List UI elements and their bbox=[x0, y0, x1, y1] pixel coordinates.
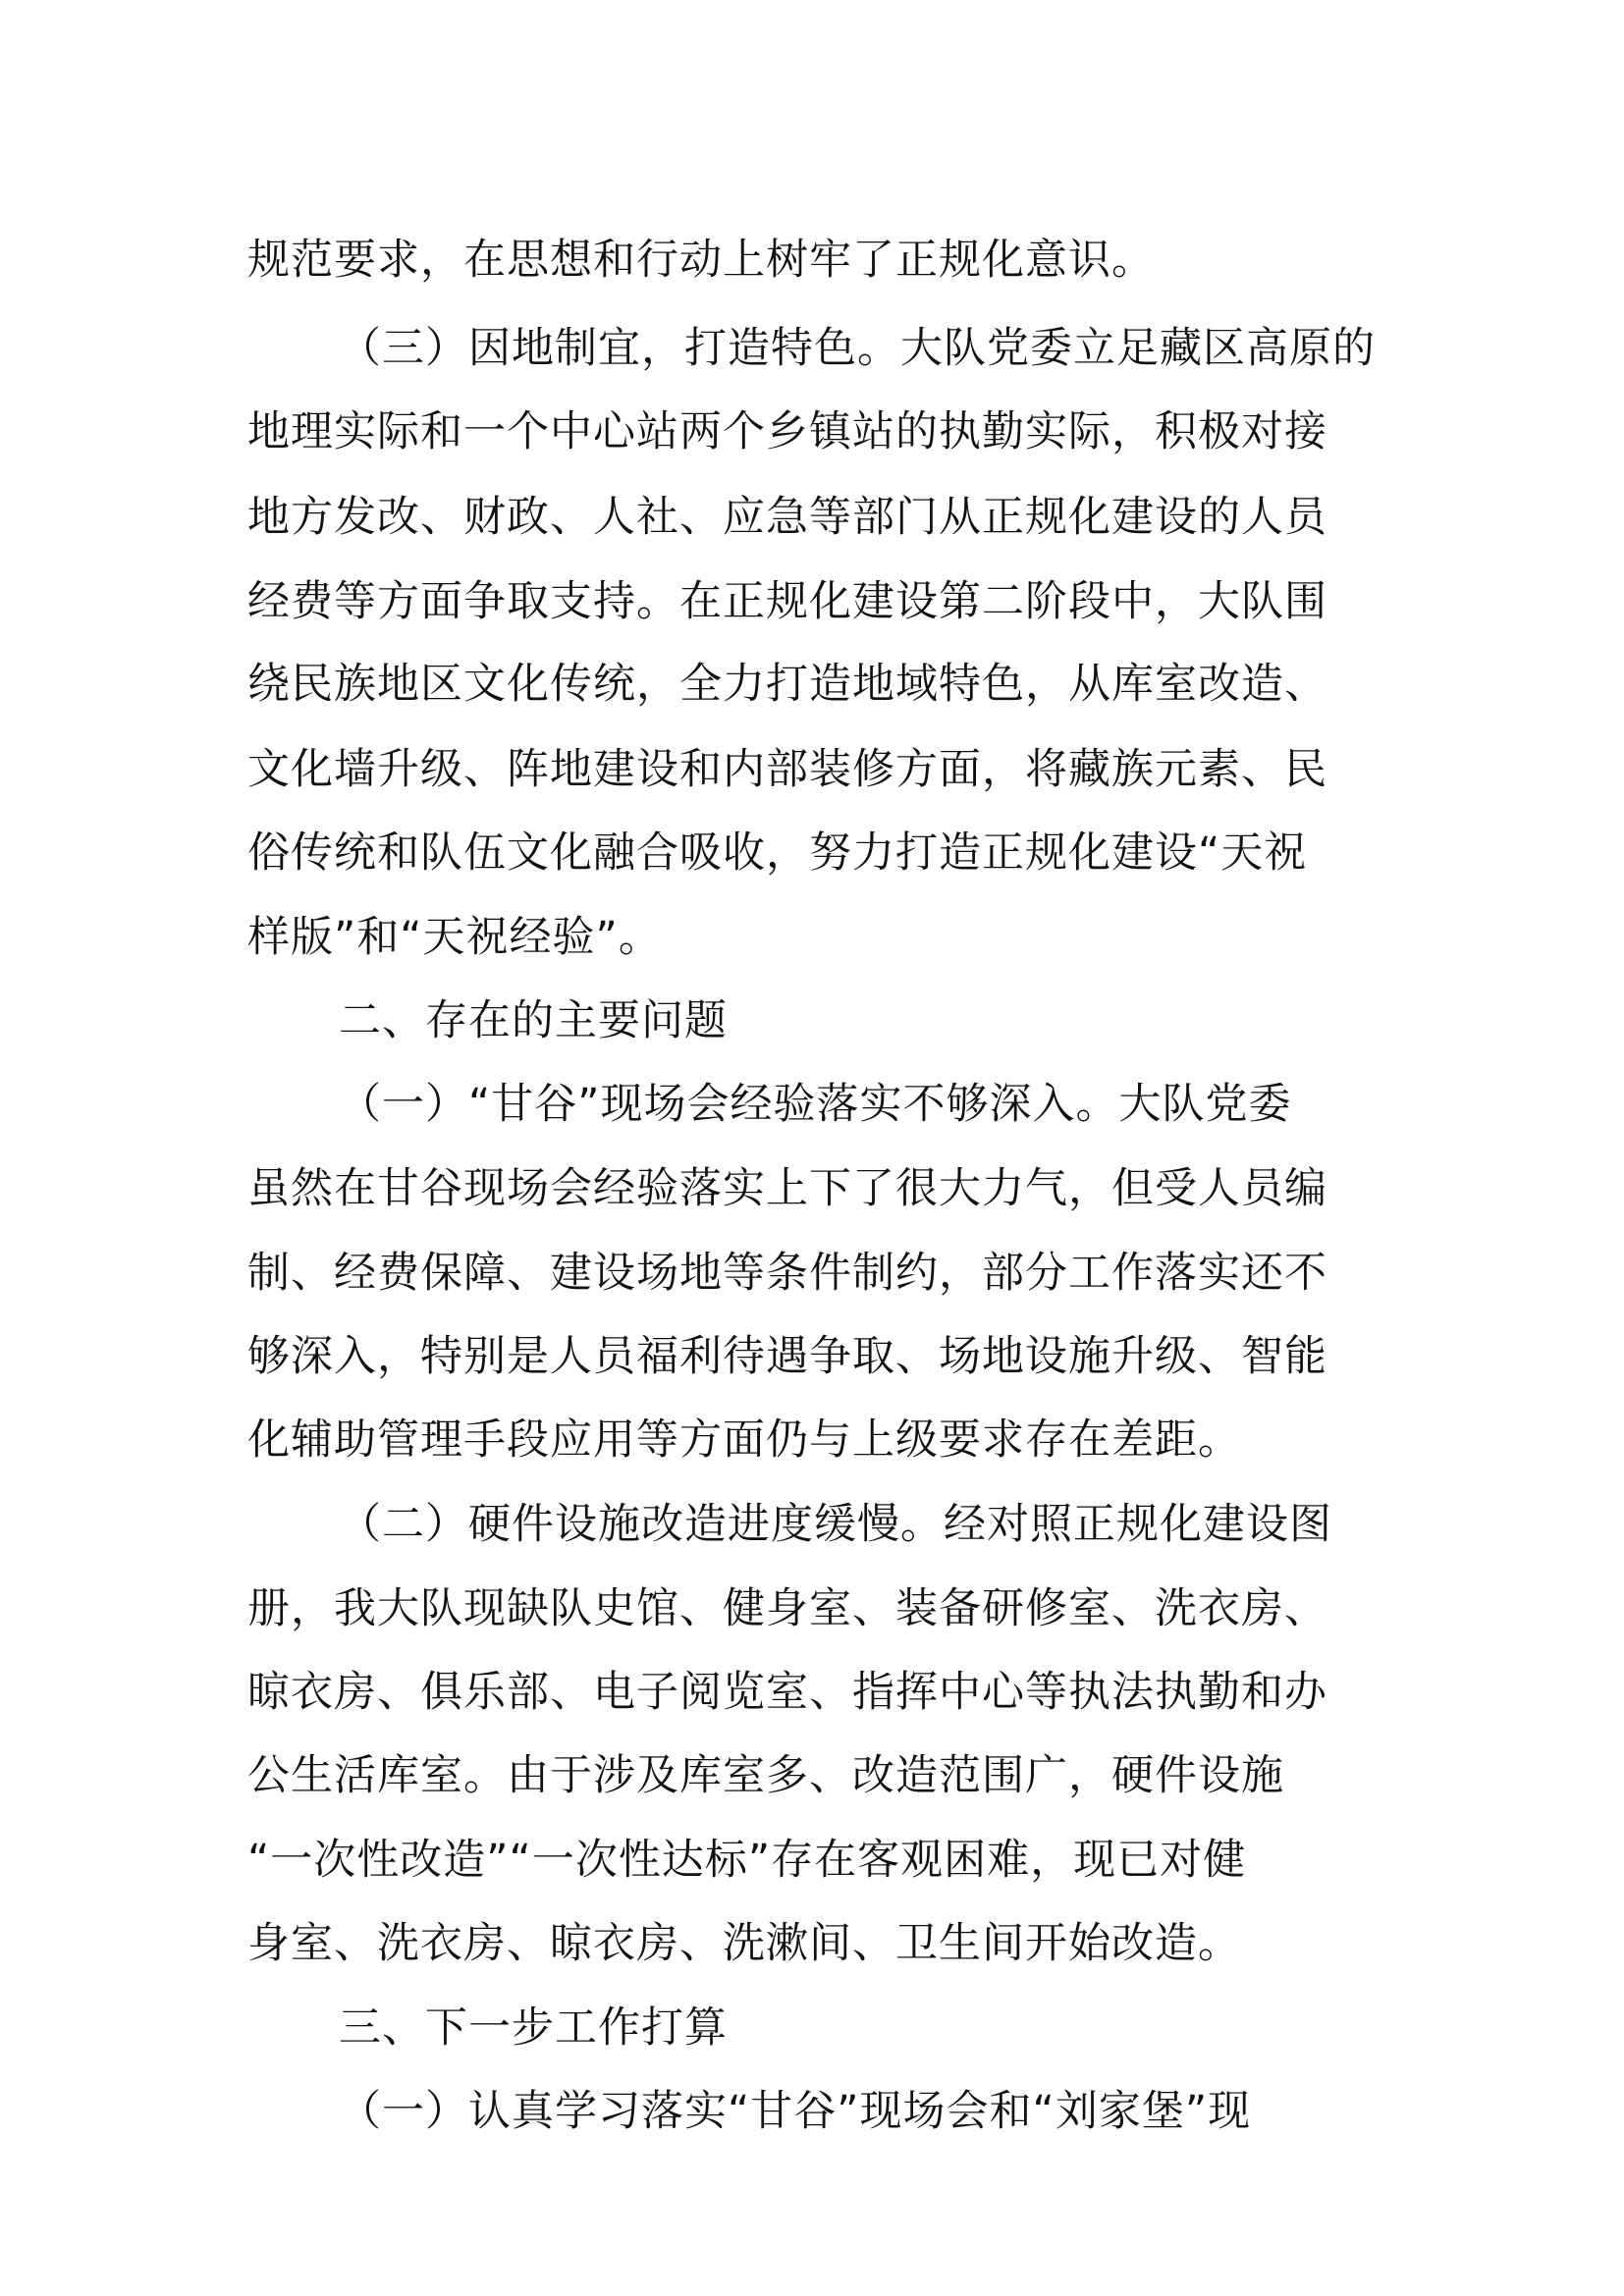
text-line: 公生活库室。由于涉及库室多、改造范围广，硬件设施 bbox=[247, 1751, 1284, 1800]
text-line: 样版”和“天祝经验”。 bbox=[247, 913, 662, 962]
text-line: 化辅助管理手段应用等方面仍与上级要求存在差距。 bbox=[247, 1415, 1241, 1465]
paragraph-heading-3: （三）因地制宜，打造特色。大队党委立足藏区高原的 bbox=[339, 324, 1376, 373]
text-line: 地理实际和一个中心站两个乡镇站的执勤实际，积极对接 bbox=[247, 407, 1327, 456]
text-line: 够深入，特别是人员福利待遇争取、场地设施升级、智能 bbox=[247, 1332, 1327, 1381]
text-line: 规范要求，在思想和行动上树牢了正规化意识。 bbox=[247, 236, 1155, 285]
section-heading-3: 三、下一步工作打算 bbox=[339, 2003, 728, 2053]
text-line: 册，我大队现缺队史馆、健身室、装备研修室、洗衣房、 bbox=[247, 1584, 1327, 1633]
paragraph-heading-next-1: （一）认真学习落实“甘谷”现场会和“刘家堡”现 bbox=[339, 2087, 1252, 2136]
paragraph-heading-1: （一）“甘谷”现场会经验落实不够深入。大队党委 bbox=[339, 1080, 1292, 1129]
text-line: 晾衣房、俱乐部、电子阅览室、指挥中心等执法执勤和办 bbox=[247, 1668, 1327, 1717]
text-line: 虽然在甘谷现场会经验落实上下了很大力气，但受人员编 bbox=[247, 1164, 1327, 1213]
text-line: 地方发改、财政、人社、应急等部门从正规化建设的人员 bbox=[247, 493, 1327, 542]
text-line: 文化墙升级、阵地建设和内部装修方面，将藏族元素、民 bbox=[247, 745, 1327, 794]
text-line: 绕民族地区文化传统，全力打造地域特色，从库室改造、 bbox=[247, 660, 1327, 709]
text-line: 俗传统和队伍文化融合吸收，努力打造正规化建设“天祝 bbox=[247, 828, 1308, 878]
text-line: 经费等方面争取支持。在正规化建设第二阶段中，大队围 bbox=[247, 577, 1327, 626]
text-line: 身室、洗衣房、晾衣房、洗漱间、卫生间开始改造。 bbox=[247, 1919, 1241, 1968]
paragraph-heading-2: （二）硬件设施改造进度缓慢。经对照正规化建设图 bbox=[339, 1500, 1332, 1549]
text-line: “一次性改造”“一次性达标”存在客观困难，现已对健 bbox=[247, 1836, 1247, 1885]
text-line: 制、经费保障、建设场地等条件制约，部分工作落实还不 bbox=[247, 1249, 1327, 1298]
section-heading-2: 二、存在的主要问题 bbox=[339, 996, 728, 1045]
